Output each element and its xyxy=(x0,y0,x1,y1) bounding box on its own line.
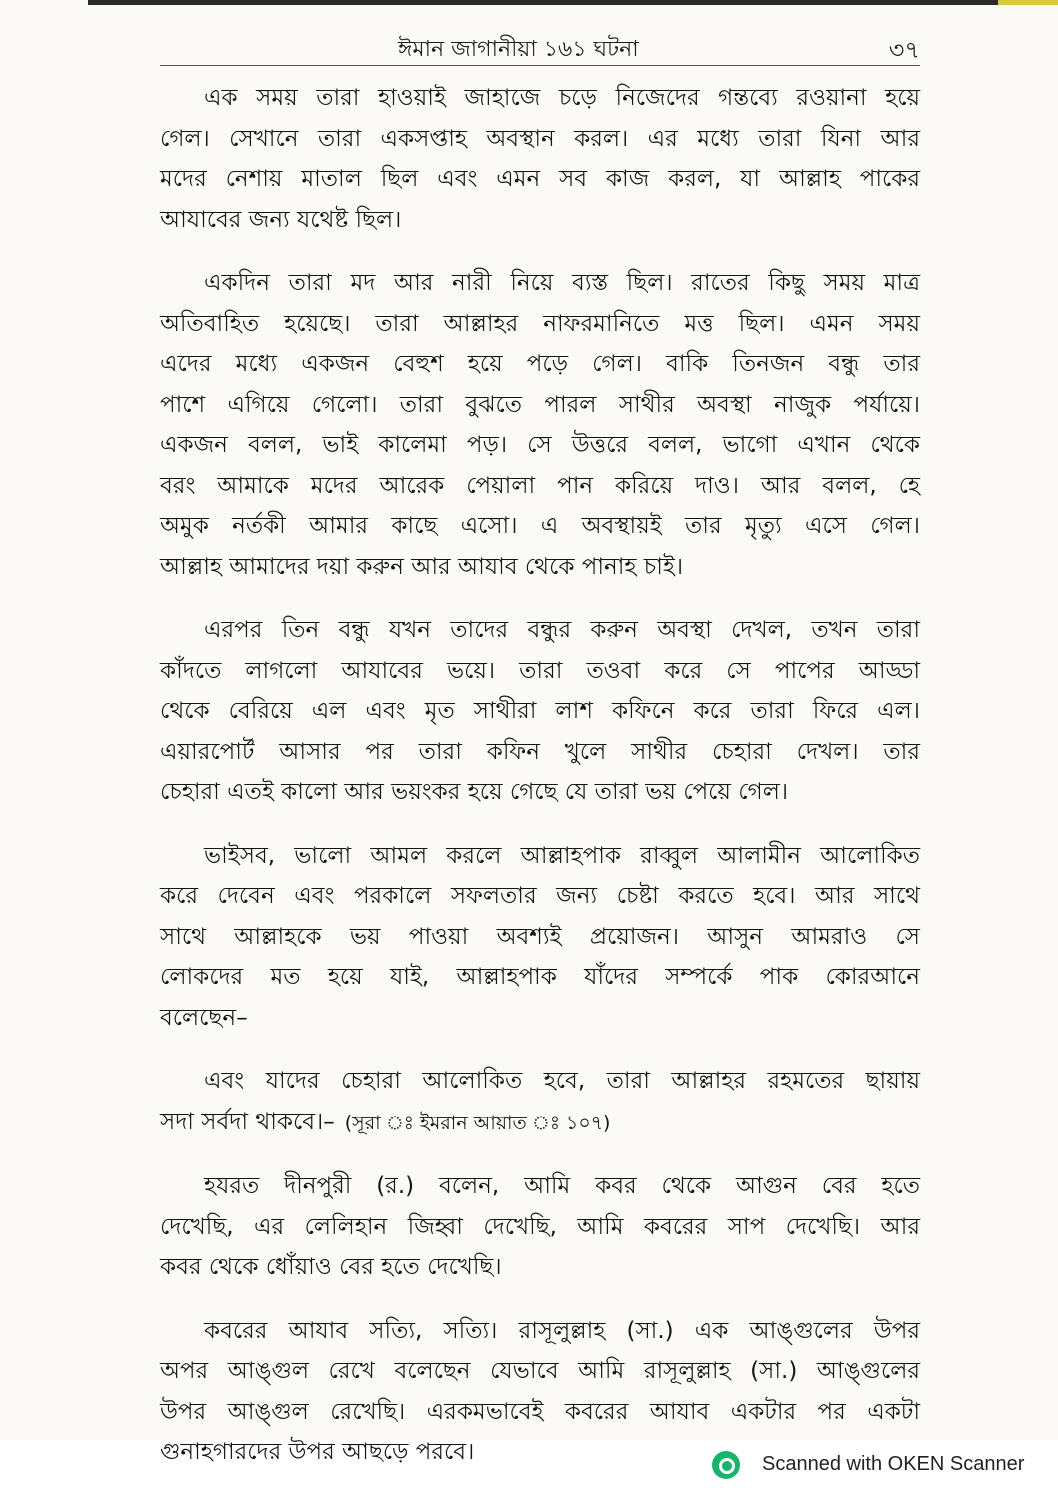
text-line xyxy=(160,917,920,958)
text-line xyxy=(160,1166,920,1207)
text-line-content: আল্লাহ আমাদের দয়া করুন আর আযাব থেকে পানাহ চাই। xyxy=(160,553,684,580)
text-line-content: অতিবাহিত হয়েছে। তারা আল্লাহর নাফরমানিতে মত্ত ছিল। এমন সময় xyxy=(160,310,920,337)
text-line-content: কাঁদতে লাগলো আযাবের ভয়ে। তারা তওবা করে সে পাপের আড্ডা xyxy=(160,657,920,684)
text-line-content: পাশে এগিয়ে গেলো। তারা বুঝতে পারল সাথীর অবস্থা নাজুক পর্যায়ে। xyxy=(160,391,920,418)
text-line xyxy=(160,506,920,547)
text-line-content: চেহারা এতই কালো আর ভয়ংকর হয়ে গেছে যে তারা ভয় পেয়ে গেল। xyxy=(160,779,789,805)
text-line-content: করে দেবেন এবং পরকালে সফলতার জন্য চেষ্টা করতে হবে। আর সাথে xyxy=(160,883,920,909)
scanner-watermark xyxy=(712,1445,1052,1485)
text-line-content: এদের মধ্যে একজন বেহুশ হয়ে পড়ে গেল। বাকি তিনজন বন্ধু তার xyxy=(160,351,920,377)
text-line xyxy=(160,466,920,507)
text-line xyxy=(160,159,920,200)
scanner-watermark-text: Scanned with OKEN Scanner xyxy=(762,1453,1025,1475)
paragraph xyxy=(160,610,920,813)
text-line-content: বলেছেন– xyxy=(160,1004,248,1031)
text-line xyxy=(160,304,920,345)
text-line xyxy=(160,385,920,426)
text-line-content: সদা সর্বদা থাকবে।– xyxy=(160,1108,335,1135)
text-line-content: বরং আমাকে মদের আরেক পেয়ালা পান করিয়ে দাও। আর বলল, হে xyxy=(160,472,920,499)
text-line-content: একদিন তারা মদ আর নারী নিয়ে ব্যস্ত ছিল। রাতের কিছু সময় মাত্র xyxy=(204,270,920,296)
text-line xyxy=(160,425,920,466)
text-line xyxy=(160,691,920,732)
text-line xyxy=(160,876,920,917)
top-page-edge xyxy=(88,0,1058,5)
header-rule xyxy=(160,65,920,66)
text-line-content: মদের নেশায় মাতাল ছিল এবং এমন সব কাজ করল, যা আল্লাহ পাকের xyxy=(160,166,920,192)
text-line-content: কবর থেকে ধোঁয়াও বের হতে দেখেছি। xyxy=(160,1254,502,1280)
text-line xyxy=(160,998,920,1039)
text-line-content: থেকে বেরিয়ে এল এবং মৃত সাথীরা লাশ কফিনে করে তারা ফিরে এল। xyxy=(160,698,920,724)
running-title: ঈমান জাগানীয়া ১৬১ ঘটনা xyxy=(398,37,639,62)
text-line xyxy=(160,200,920,241)
text-line xyxy=(160,344,920,385)
text-line-content: আযাবের জন্য যথেষ্ট ছিল। xyxy=(160,206,402,233)
text-line-content: অপর আঙ্গুল রেখে বলেছেন যেভাবে আমি রাসূলুল্লাহ (সা.) আঙ্গুলের xyxy=(160,1358,920,1384)
text-line-content: সাথে আল্লাহকে ভয় পাওয়া অবশ্যই প্রয়োজন। আসুন আমরাও সে xyxy=(160,923,920,950)
text-line-content: এরপর তিন বন্ধু যখন তাদের বন্ধুর করুন অবস্থা দেখল, তখন তারা xyxy=(204,617,920,643)
paragraph xyxy=(160,78,920,240)
text-line-content: এয়ারপোর্ট আসার পর তারা কফিন খুলে সাথীর চেহারা দেখল। তার xyxy=(160,738,920,765)
text-line xyxy=(160,732,920,773)
text-line-content: হযরত দীনপুরী (র.) বলেন, আমি কবর থেকে আগুন বের হতে xyxy=(204,1173,920,1199)
text-line-content: দেখেছি, এর লেলিহান জিহ্বা দেখেছি, আমি কবরের সাপ দেখেছি। আর xyxy=(160,1213,920,1240)
top-page-edge-accent xyxy=(998,0,1058,5)
text-line xyxy=(160,1311,920,1352)
quran-citation: (সূরা ঃ ইমরান আয়াত ঃ ১০৭) xyxy=(344,1111,611,1134)
text-line-content: এক সময় তারা হাওয়াই জাহাজে চড়ে নিজেদের গন্তব্যে রওয়ানা হয়ে xyxy=(204,85,920,111)
text-line xyxy=(160,957,920,998)
text-line-content: অমুক নর্তকী আমার কাছে এসো। এ অবস্থায়ই তার মৃত্যু এসে গেল। xyxy=(160,513,920,539)
text-line xyxy=(160,1207,920,1248)
text-line-content: ভাইসব, ভালো আমল করলে আল্লাহপাক রাব্বুল আলামীন আলোকিত xyxy=(204,842,920,869)
text-line xyxy=(160,263,920,304)
paragraph xyxy=(160,836,920,1039)
text-line-content: গুনাহগারদের উপর আছড়ে পরবে। xyxy=(160,1439,475,1465)
text-line-content: একজন বলল, ভাই কালেমা পড়। সে উত্তরে বলল, ভাগো এখান থেকে xyxy=(160,432,920,458)
text-line-content: উপর আঙ্গুল রেখেছি। এরকমভাবেই কবরের আযাব একটার পর একটা xyxy=(160,1398,920,1425)
text-line-content: কবরের আযাব সত্যি, সত্যি। রাসূলুল্লাহ (সা.) এক আঙ্গুলের উপর xyxy=(204,1317,920,1344)
text-line-content: লোকদের মত হয়ে যাই, আল্লাহপাক যাঁদের সম্পর্কে পাক কোরআনে xyxy=(160,964,920,990)
text-line-content: গেল। সেখানে তারা একসপ্তাহ অবস্থান করল। এর মধ্যে তারা যিনা আর xyxy=(160,125,920,152)
paragraph xyxy=(160,1061,920,1143)
text-line xyxy=(160,772,920,813)
text-line xyxy=(160,1247,920,1288)
page-number: ৩৭ xyxy=(888,36,920,64)
text-line xyxy=(160,119,920,160)
paragraph xyxy=(160,263,920,587)
text-line xyxy=(160,1061,920,1102)
body-text xyxy=(160,78,920,1496)
text-line xyxy=(160,78,920,119)
page-header xyxy=(160,30,920,66)
text-line xyxy=(160,1102,920,1144)
text-line xyxy=(160,1351,920,1392)
text-line-content: এবং যাদের চেহারা আলোকিত হবে, তারা আল্লাহর রহমতের ছায়ায় xyxy=(204,1068,920,1094)
text-line xyxy=(160,1392,920,1433)
text-line xyxy=(160,610,920,651)
oken-scanner-logo-icon xyxy=(712,1451,740,1479)
paragraph xyxy=(160,1166,920,1288)
text-line xyxy=(160,547,920,588)
text-line xyxy=(160,651,920,692)
text-line xyxy=(160,836,920,877)
